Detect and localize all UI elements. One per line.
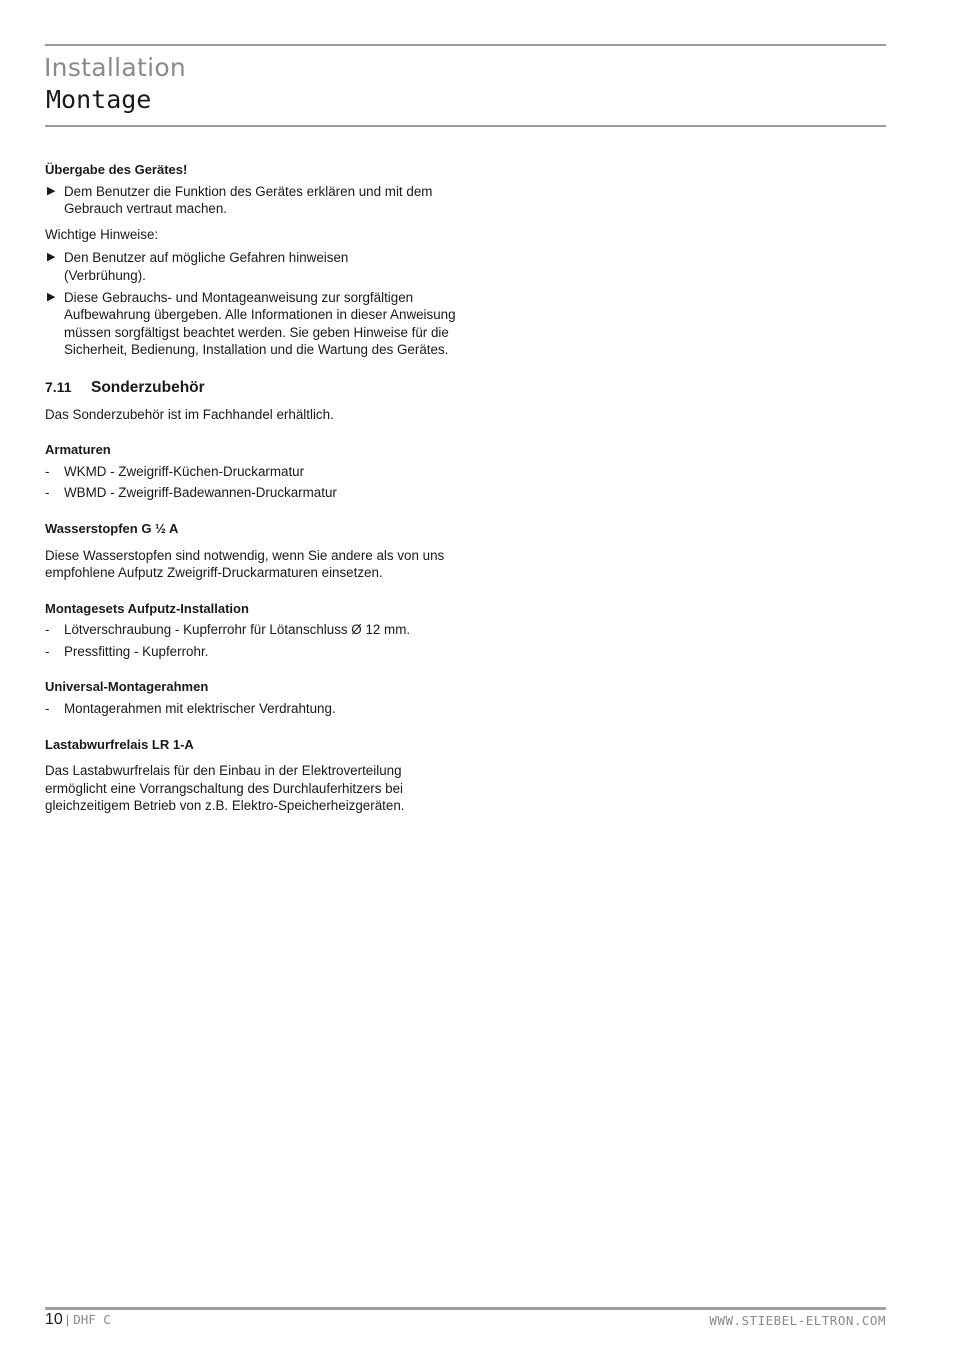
wasserstopfen-heading: Wasserstopfen G ½ A <box>45 520 179 536</box>
page-number: 10 <box>45 1311 63 1328</box>
notes-label: Wichtige Hinweise: <box>45 226 159 242</box>
relais-text: Das Lastabwurfrelais für den Einbau in der Elektroverteilung ermöglicht eine Vorrangschaltung des Durchlauferhitzers bei gleichzeitigem Betrieb von z.B. Elektro-Speicherheizgeräten. <box>45 763 405 814</box>
arrow-right-icon: ▶ <box>47 290 56 303</box>
list-item <box>45 289 464 359</box>
list-item <box>45 249 404 284</box>
wasserstopfen-text: Diese Wasserstopfen sind notwendig, wenn Sie andere als von uns empfohlene Aufputz Zweigriff-Druckarmaturen einsetzen. <box>45 547 445 581</box>
armaturen-item-2: WBMD - Zweigriff-Badewannen-Druckarmatur <box>64 485 337 501</box>
handover-item-2: Den Benutzer auf mögliche Gefahren hinweisen (Verbrühung). <box>64 250 349 283</box>
list-item: - Montagerahmen mit elektrischer Verdrahtung. <box>45 701 336 717</box>
section-title: Sonderzubehör <box>91 378 205 396</box>
list-item: - WKMD - Zweigriff-Küchen-Druckarmatur <box>45 463 305 479</box>
rahmen-item-1: Montagerahmen mit elektrischer Verdrahtung. <box>64 701 336 717</box>
handover-item-1: Dem Benutzer die Funktion des Gerätes erklären und mit dem Gebrauch vertraut machen. <box>64 183 433 217</box>
rahmen-heading: Universal-Montagerahmen <box>45 679 209 695</box>
website-url: WWW.STIEBEL-ELTRON.COM <box>709 1313 886 1328</box>
arrow-right-icon: ▶ <box>47 251 56 264</box>
list-item: - WBMD - Zweigriff-Badewannen-Druckarmatur <box>45 485 337 501</box>
handover-heading: Übergabe des Gerätes! <box>45 162 188 177</box>
list-item: - Pressfitting - Kupferrohr. <box>45 643 209 659</box>
header-top-rule <box>45 44 886 46</box>
montagesets-item-2: Pressfitting - Kupferrohr. <box>64 643 209 659</box>
model-name: DHF C <box>73 1312 111 1327</box>
montagesets-heading: Montagesets Aufputz-Installation <box>45 600 249 616</box>
armaturen-item-1: WKMD - Zweigriff-Küchen-Druckarmatur <box>64 463 305 479</box>
main-content <box>45 161 465 815</box>
footer-page-info <box>45 1311 111 1329</box>
relais-heading: Lastabwurfrelais LR 1-A <box>45 736 194 752</box>
list-item: - Lötverschraubung - Kupferrohr für Lötanschluss Ø 12 mm. <box>45 622 411 638</box>
header-bottom-rule <box>45 125 886 127</box>
footer-separator: | <box>65 1312 70 1327</box>
arrow-right-icon: ▶ <box>47 184 56 197</box>
section-number: 7.11 <box>45 378 72 395</box>
section-heading <box>45 379 465 397</box>
handover-item-3: Diese Gebrauchs- und Montageanweisung zur sorgfältigen Aufbewahrung übergeben. Alle Informationen in dieser Anweisung müssen sorgfältigst beachtet werden. Sie geben Hinweise für die Sicherheit, Bedienung, Installation und die Wartung des Gerätes. <box>64 289 456 358</box>
chapter-subtitle: Montage <box>46 85 152 114</box>
armaturen-heading: Armaturen <box>45 442 111 458</box>
footer-rule <box>45 1307 886 1310</box>
section-intro: Das Sonderzubehör ist im Fachhandel erhältlich. <box>45 406 334 422</box>
list-item <box>45 183 459 218</box>
montagesets-item-1: Lötverschraubung - Kupferrohr für Lötanschluss Ø 12 mm. <box>64 622 411 638</box>
chapter-title: Installation <box>44 53 187 82</box>
